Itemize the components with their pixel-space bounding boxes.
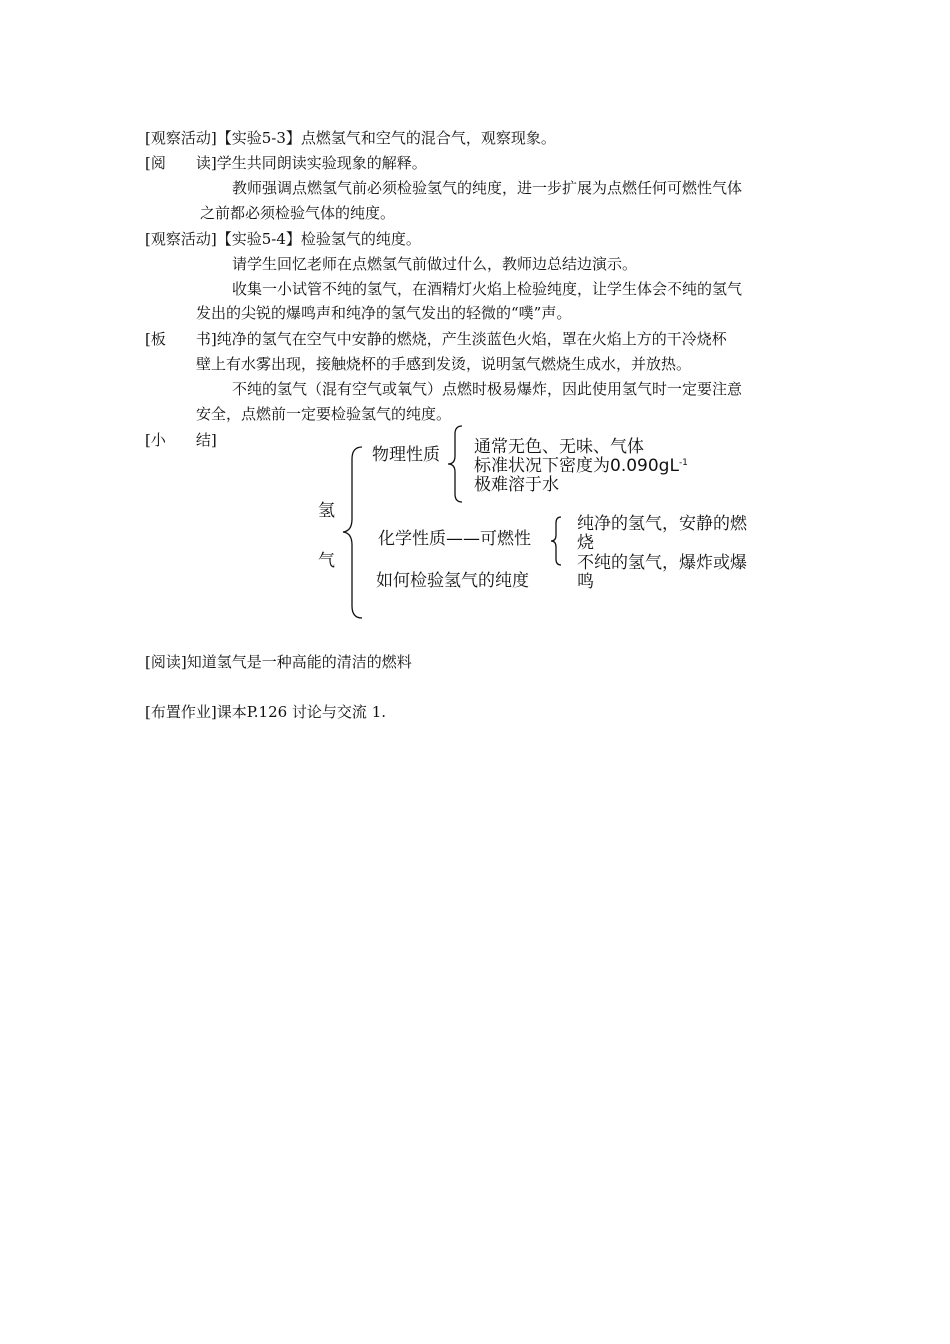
physical-item: 极难溶于水 (474, 475, 559, 495)
text-line: 不纯的氢气（混有空气或氧气）点燃时极易爆炸，因此使用氢气时一定要注意 (232, 380, 743, 398)
chemical-item: 纯净的氢气，安静的燃 (577, 514, 747, 534)
check-purity-label: 如何检验氢气的纯度 (376, 571, 529, 591)
text-line: 之前都必须检验气体的纯度。 (200, 204, 396, 222)
chemical-item: 不纯的氢气，爆炸或爆 (577, 553, 747, 573)
chemical-brace (549, 515, 563, 567)
text-line: 教师强调点燃氢气前必须检验氢气的纯度，进一步扩展为点燃任何可燃性气体 (232, 179, 743, 197)
physical-item: 通常无色、无味、气体 (474, 437, 644, 457)
chemical-properties-label: 化学性质——可燃性 (378, 529, 531, 549)
text-line: 收集一小试管不纯的氢气，在酒精灯火焰上检验纯度，让学生体会不纯的氢气 (232, 280, 743, 298)
chemical-item: 鸣 (577, 572, 594, 592)
text-line: [阅读]知道氢气是一种高能的清洁的燃料 (145, 653, 412, 671)
chemical-item: 烧 (577, 533, 594, 553)
physical-item: 标准状况下密度为$0.090gL^{-1}$ (474, 456, 688, 476)
text-line: 请学生回忆老师在点燃氢气前做过什么，教师边总结边演示。 (232, 255, 638, 273)
physical-properties-label: 物理性质 (372, 445, 440, 465)
text-line: 壁上有水雾出现，接触烧杯的手感到发烫，说明氢气燃烧生成水，并放热。 (196, 355, 692, 373)
text-line: [板 书]纯净的氢气在空气中安静的燃烧，产生淡蓝色火焰，罩在火焰上方的干冷烧杯 (145, 330, 727, 348)
physical-brace (446, 424, 464, 504)
text-line: [观察活动]【实验5-3】点燃氢气和空气的混合气，观察现象。 (145, 129, 556, 147)
text-line: 发出的尖锐的爆鸣声和纯净的氢气发出的轻微的“噗”声。 (196, 304, 572, 322)
root-char-1: 氢 (318, 501, 335, 521)
outer-brace (340, 445, 364, 620)
text-line: [观察活动]【实验5-4】检验氢气的纯度。 (145, 230, 421, 248)
text-line: 安全，点燃前一定要检验氢气的纯度。 (196, 405, 452, 423)
text-line: [阅 读]学生共同朗读实验现象的解释。 (145, 154, 427, 172)
root-char-2: 气 (318, 551, 335, 571)
text-line: [小 结] (145, 431, 217, 449)
text-line: [布置作业]课本P.126 讨论与交流 1. (145, 703, 387, 721)
